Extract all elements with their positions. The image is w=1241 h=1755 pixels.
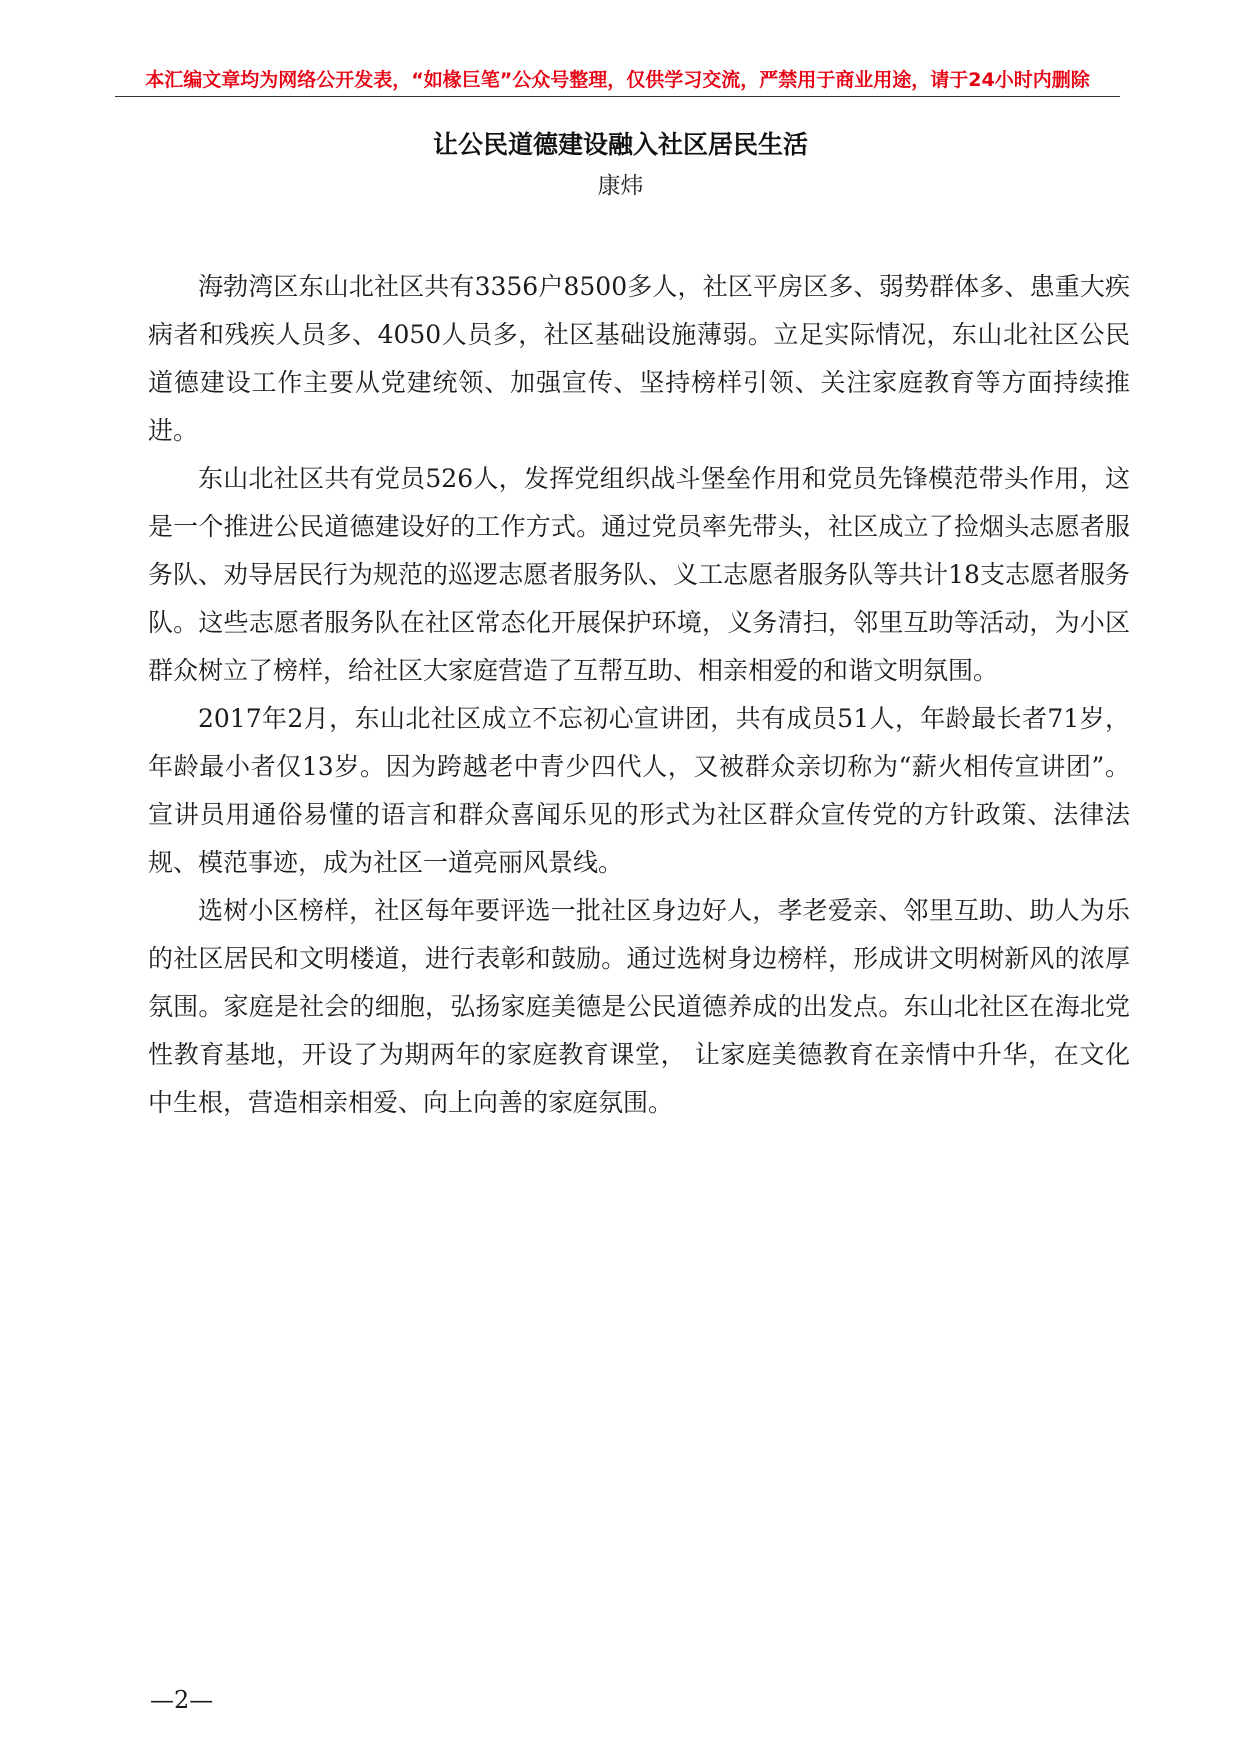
article-body [148,263,1130,1127]
article-paragraph: 海勃湾区东山北社区共有3356户8500多人，社区平房区多、弱势群体多、患重大疾病者和残疾人员多、4050人员多，社区基础设施薄弱。立足实际情况，东山北社区公民道德建设工作主要从党建统领、加强宣传、坚持榜样引领、关注家庭教育等方面持续推进。 [148,272,1130,445]
article-paragraph: 东山北社区共有党员526人，发挥党组织战斗堡垒作用和党员先锋模范带头作用，这是一个推进公民道德建设好的工作方式。通过党员率先带头，社区成立了捡烟头志愿者服务队、劝导居民行为规范的巡逻志愿者服务队、义工志愿者服务队等共计18支志愿者服务队。这些志愿者服务队在社区常态化开展保护环境，义务清扫，邻里互助等活动，为小区群众树立了榜样，给社区大家庭营造了互帮互助、相亲相爱的和谐文明氛围。 [148,464,1130,685]
article-author: 康炜 [597,173,644,199]
copyright-notice: 本汇编文章均为网络公开发表，“如椽巨笔”公众号整理，仅供学习交流，严禁用于商业用途，请于24小时内删除 [145,69,1090,91]
article-paragraph: 选树小区榜样，社区每年要评选一批社区身边好人，孝老爱亲、邻里互助、助人为乐的社区居民和文明楼道，进行表彰和鼓励。通过选树身边榜样，形成讲文明树新风的浓厚氛围。家庭是社会的细胞，弘扬家庭美德是公民道德养成的出发点。东山北社区在海北党性教育基地，开设了为期两年的家庭教育课堂， 让家庭美德教育在亲情中升华，在文化中生根，营造相亲相爱、向上向善的家庭氛围。 [148,896,1130,1117]
header-divider [115,96,1120,97]
page-number: —2— [150,1686,214,1714]
article-title: 让公民道德建设融入社区居民生活 [432,130,808,159]
article-paragraph: 2017年2月，东山北社区成立不忘初心宣讲团，共有成员51人，年龄最长者71岁，年龄最小者仅13岁。因为跨越老中青少四代人，又被群众亲切称为“薪火相传宣讲团”。宣讲员用通俗易懂的语言和群众喜闻乐见的形式为社区群众宣传党的方针政策、法律法规、模范事迹，成为社区一道亮丽风景线。 [148,704,1130,877]
